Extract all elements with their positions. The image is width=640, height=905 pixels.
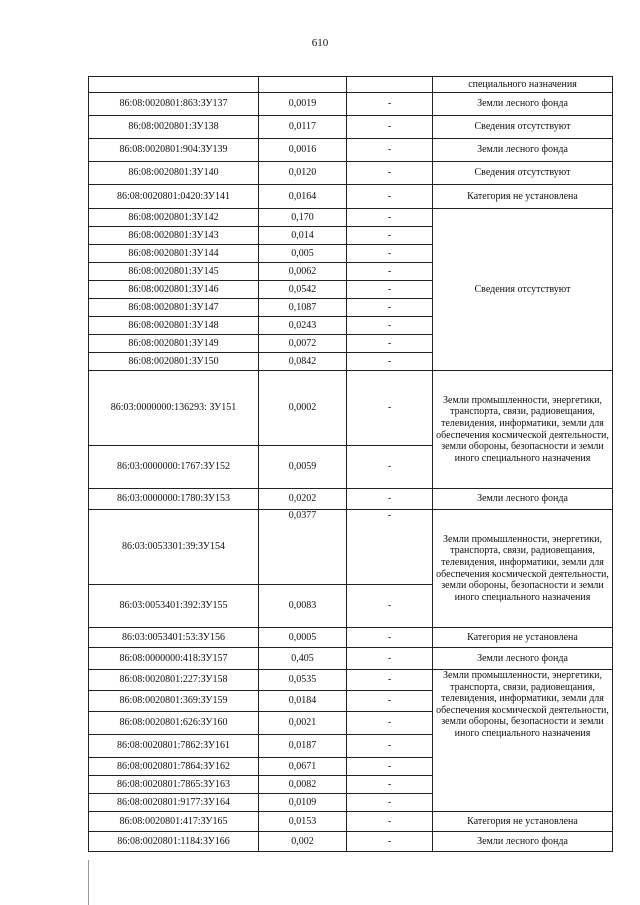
table-row xyxy=(89,77,613,93)
land-category-cell: Сведения отсутствуют xyxy=(433,116,613,139)
dash-cell: - xyxy=(347,735,433,758)
dash-cell: - xyxy=(347,353,433,371)
cadastral-number-cell: 86:08:0020801:417:ЗУ165 xyxy=(89,812,259,832)
area-cell: 0,0117 xyxy=(259,116,347,139)
area-cell: 0,0377 xyxy=(259,510,347,585)
area-cell: 0,0082 xyxy=(259,776,347,794)
table-row xyxy=(89,162,613,185)
land-category-cell: Земли лесного фонда xyxy=(433,139,613,162)
table-row xyxy=(89,670,613,691)
dash-cell: - xyxy=(347,794,433,812)
land-category-cell: Земли промышленности, энергетики, транспорта, связи, радиовещания, телевидения, информатики, земли для обеспечения космической деятельности, земли обороны, безопасности и земли иного специального назначения xyxy=(433,371,613,489)
area-cell: 0,0005 xyxy=(259,628,347,648)
cadastral-number-cell: 86:08:0020801:ЗУ150 xyxy=(89,353,259,371)
land-category-cell: Земли лесного фонда xyxy=(433,93,613,116)
area-cell: 0,0187 xyxy=(259,735,347,758)
land-category-cell: специального назначения xyxy=(433,77,613,93)
area-cell: 0,002 xyxy=(259,832,347,852)
cadastral-number-cell: 86:08:0020801:ЗУ143 xyxy=(89,227,259,245)
dash-cell: - xyxy=(347,712,433,735)
area-cell: 0,0535 xyxy=(259,670,347,691)
dash-cell: - xyxy=(347,776,433,794)
cadastral-number-cell: 86:08:0020801:7862:ЗУ161 xyxy=(89,735,259,758)
margin-line xyxy=(88,860,89,905)
cadastral-number-cell: 86:03:0053401:53:ЗУ156 xyxy=(89,628,259,648)
cadastral-number-cell: 86:03:0000000:1767:ЗУ152 xyxy=(89,446,259,489)
area-cell: 0,0164 xyxy=(259,185,347,209)
table-row xyxy=(89,489,613,510)
dash-cell: - xyxy=(347,510,433,585)
cadastral-number-cell: 86:08:0000000:418:ЗУ157 xyxy=(89,648,259,670)
dash-cell: - xyxy=(347,185,433,209)
page-number: 610 xyxy=(311,37,329,49)
dash-cell: - xyxy=(347,371,433,446)
dash-cell: - xyxy=(347,209,433,227)
area-cell: 0,0184 xyxy=(259,691,347,712)
cadastral-number-cell: 86:08:0020801:863:ЗУ137 xyxy=(89,93,259,116)
cadastral-number-cell: 86:08:0020801:ЗУ140 xyxy=(89,162,259,185)
cadastral-number-cell: 86:08:0020801:9177:ЗУ164 xyxy=(89,794,259,812)
area-cell: 0,0002 xyxy=(259,371,347,446)
cadastral-number-cell: 86:08:0020801:626:ЗУ160 xyxy=(89,712,259,735)
cadastral-number-cell: 86:03:0053301:39:ЗУ154 xyxy=(89,510,259,585)
land-category-cell: Сведения отсутствуют xyxy=(433,209,613,371)
dash-cell xyxy=(347,77,433,93)
table-row xyxy=(89,209,613,227)
cadastral-number-cell: 86:08:0020801:ЗУ147 xyxy=(89,299,259,317)
dash-cell: - xyxy=(347,670,433,691)
table-row xyxy=(89,116,613,139)
dash-cell: - xyxy=(347,812,433,832)
area-cell: 0,0072 xyxy=(259,335,347,353)
area-cell: 0,0021 xyxy=(259,712,347,735)
land-category-cell: Земли лесного фонда xyxy=(433,832,613,852)
cadastral-number-cell: 86:08:0020801:ЗУ142 xyxy=(89,209,259,227)
cadastral-number-cell: 86:08:0020801:ЗУ146 xyxy=(89,281,259,299)
dash-cell: - xyxy=(347,691,433,712)
dash-cell: - xyxy=(347,335,433,353)
land-category-cell: Земли промышленности, энергетики, транспорта, связи, радиовещания, телевидения, информатики, земли для обеспечения космической деятельности, земли обороны, безопасности и земли иного специального назначения xyxy=(433,510,613,628)
table-row xyxy=(89,832,613,852)
dash-cell: - xyxy=(347,628,433,648)
area-cell: 0,0016 xyxy=(259,139,347,162)
land-category-cell: Категория не установлена xyxy=(433,628,613,648)
cadastral-number-cell xyxy=(89,77,259,93)
land-category-cell: Сведения отсутствуют xyxy=(433,162,613,185)
table-row xyxy=(89,510,613,585)
area-cell: 0,0109 xyxy=(259,794,347,812)
area-cell: 0,0059 xyxy=(259,446,347,489)
area-cell: 0,0542 xyxy=(259,281,347,299)
dash-cell: - xyxy=(347,489,433,510)
dash-cell: - xyxy=(347,648,433,670)
dash-cell: - xyxy=(347,245,433,263)
area-cell: 0,405 xyxy=(259,648,347,670)
cadastral-number-cell: 86:03:0053401:392:ЗУ155 xyxy=(89,585,259,628)
land-plot-table xyxy=(88,76,613,852)
table-row xyxy=(89,628,613,648)
cadastral-number-cell: 86:08:0020801:ЗУ148 xyxy=(89,317,259,335)
land-category-cell: Земли лесного фонда xyxy=(433,648,613,670)
dash-cell: - xyxy=(347,317,433,335)
cadastral-number-cell: 86:08:0020801:369:ЗУ159 xyxy=(89,691,259,712)
cadastral-number-cell: 86:08:0020801:904:ЗУ139 xyxy=(89,139,259,162)
cadastral-number-cell: 86:08:0020801:0420:ЗУ141 xyxy=(89,185,259,209)
table-row xyxy=(89,648,613,670)
land-category-cell: Земли лесного фонда xyxy=(433,489,613,510)
land-category-cell: Земли промышленности, энергетики, транспорта, связи, радиовещания, телевидения, информатики, земли для обеспечения космической деятельности, земли обороны, безопасности и земли иного специального назначения xyxy=(433,670,613,812)
cadastral-number-cell: 86:08:0020801:227:ЗУ158 xyxy=(89,670,259,691)
cadastral-number-cell: 86:08:0020801:7864:ЗУ162 xyxy=(89,758,259,776)
area-cell: 0,005 xyxy=(259,245,347,263)
table-row xyxy=(89,139,613,162)
dash-cell: - xyxy=(347,116,433,139)
area-cell: 0,0202 xyxy=(259,489,347,510)
land-category-cell: Категория не установлена xyxy=(433,185,613,209)
area-cell: 0,0153 xyxy=(259,812,347,832)
dash-cell: - xyxy=(347,832,433,852)
area-cell: 0,0243 xyxy=(259,317,347,335)
area-cell: 0,1087 xyxy=(259,299,347,317)
dash-cell: - xyxy=(347,585,433,628)
cadastral-number-cell: 86:08:0020801:ЗУ144 xyxy=(89,245,259,263)
dash-cell: - xyxy=(347,758,433,776)
cadastral-number-cell: 86:03:0000000:1780:ЗУ153 xyxy=(89,489,259,510)
cadastral-number-cell: 86:08:0020801:ЗУ145 xyxy=(89,263,259,281)
dash-cell: - xyxy=(347,263,433,281)
land-category-cell: Категория не установлена xyxy=(433,812,613,832)
area-cell: 0,170 xyxy=(259,209,347,227)
area-cell: 0,0019 xyxy=(259,93,347,116)
dash-cell: - xyxy=(347,93,433,116)
dash-cell: - xyxy=(347,446,433,489)
dash-cell: - xyxy=(347,227,433,245)
cadastral-number-cell: 86:08:0020801:1184:ЗУ166 xyxy=(89,832,259,852)
area-cell: 0,014 xyxy=(259,227,347,245)
area-cell: 0,0671 xyxy=(259,758,347,776)
area-cell: 0,0120 xyxy=(259,162,347,185)
table-row xyxy=(89,371,613,446)
area-cell: 0,0083 xyxy=(259,585,347,628)
table-row xyxy=(89,812,613,832)
table-row xyxy=(89,185,613,209)
dash-cell: - xyxy=(347,139,433,162)
area-cell xyxy=(259,77,347,93)
dash-cell: - xyxy=(347,281,433,299)
dash-cell: - xyxy=(347,299,433,317)
cadastral-number-cell: 86:08:0020801:7865:ЗУ163 xyxy=(89,776,259,794)
cadastral-number-cell: 86:08:0020801:ЗУ149 xyxy=(89,335,259,353)
area-cell: 0,0842 xyxy=(259,353,347,371)
cadastral-number-cell: 86:03:0000000:136293: ЗУ151 xyxy=(89,371,259,446)
table-row xyxy=(89,93,613,116)
cadastral-number-cell: 86:08:0020801:ЗУ138 xyxy=(89,116,259,139)
area-cell: 0,0062 xyxy=(259,263,347,281)
dash-cell: - xyxy=(347,162,433,185)
